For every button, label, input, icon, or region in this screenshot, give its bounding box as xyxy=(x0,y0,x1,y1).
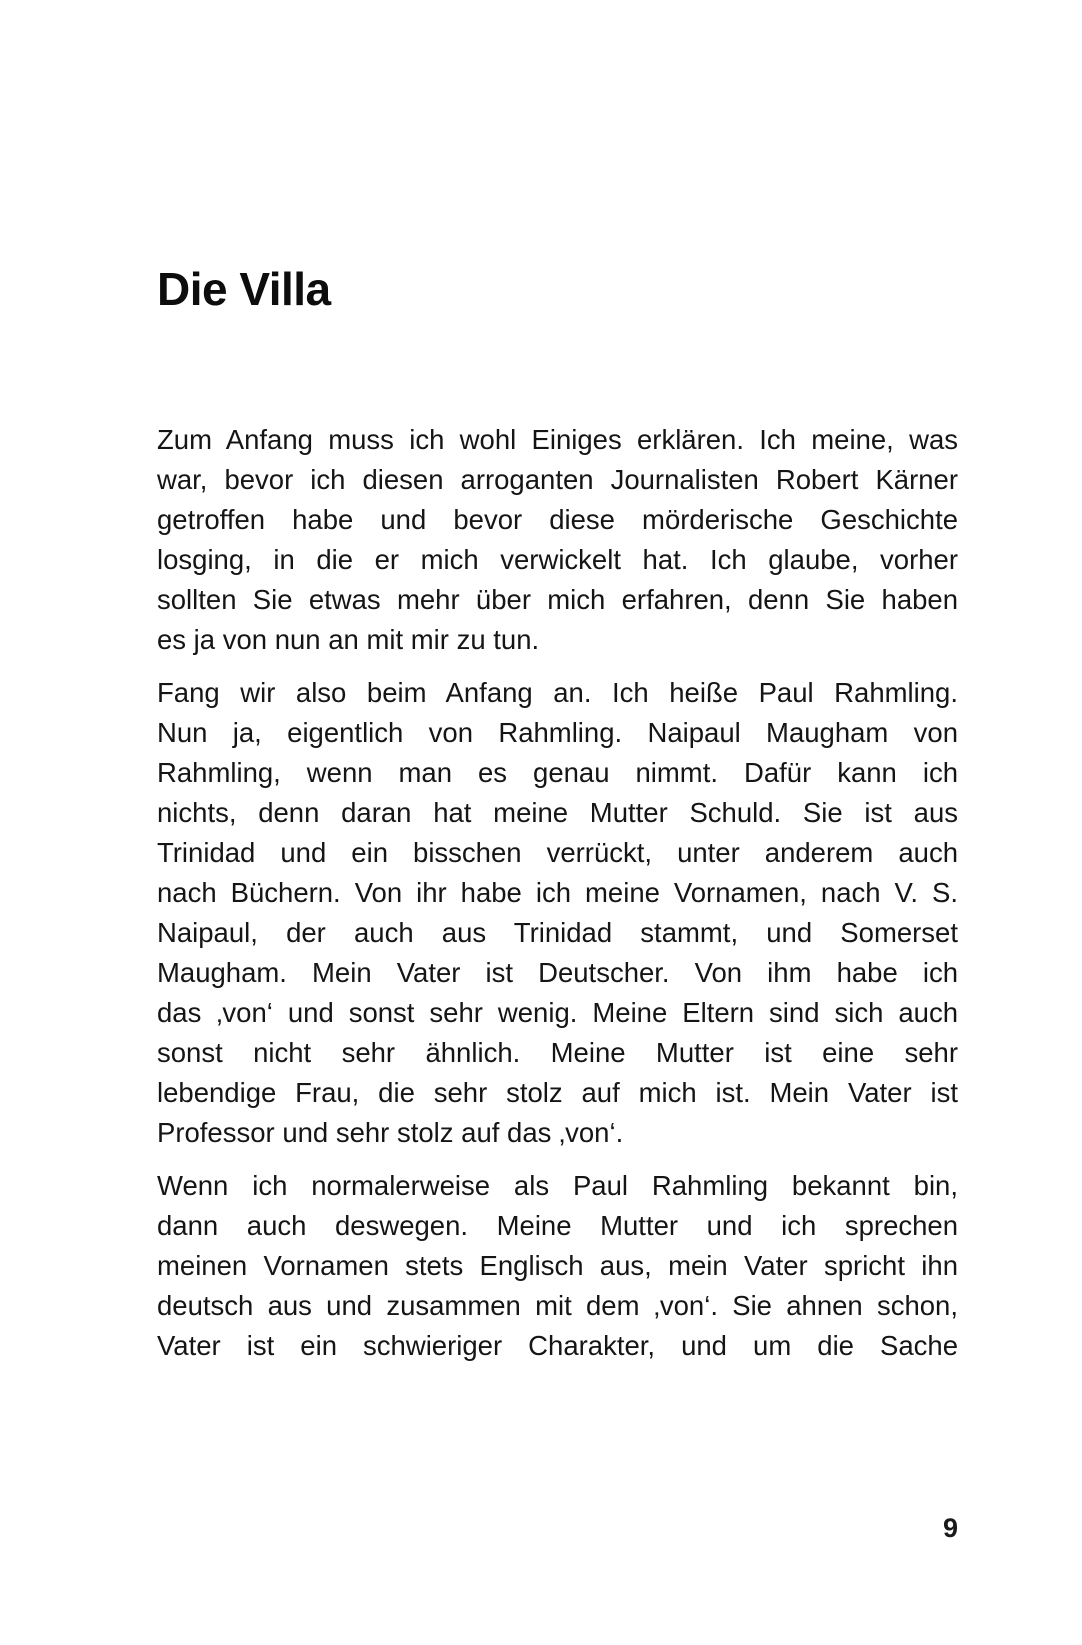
paragraph xyxy=(157,1166,958,1366)
text-line: deutsch aus und zusammen mit dem ‚von‘. Sie ahnen schon, xyxy=(157,1290,958,1321)
paragraph xyxy=(157,420,958,660)
text-line: war, bevor ich diesen arroganten Journalisten Robert Kärner xyxy=(157,464,958,495)
text-line: sonst nicht sehr ähnlich. Meine Mutter ist eine sehr xyxy=(157,1037,958,1068)
text-line: Rahmling, wenn man es genau nimmt. Dafür kann ich xyxy=(157,757,958,788)
text-line: meinen Vornamen stets Englisch aus, mein Vater spricht ihn xyxy=(157,1250,958,1281)
text-line: Fang wir also beim Anfang an. Ich heiße Paul Rahmling. xyxy=(157,677,958,708)
text-line: es ja von nun an mit mir zu tun. xyxy=(157,624,540,655)
text-line: lebendige Frau, die sehr stolz auf mich ist. Mein Vater ist xyxy=(157,1077,958,1108)
page-number: 9 xyxy=(942,1513,958,1543)
text-line: Nun ja, eigentlich von Rahmling. Naipaul Maugham von xyxy=(157,717,958,748)
chapter-title: Die Villa xyxy=(157,263,331,315)
body-text xyxy=(157,420,958,1379)
paragraph xyxy=(157,673,958,1153)
text-line: das ‚von‘ und sonst sehr wenig. Meine Eltern sind sich auch xyxy=(157,997,958,1028)
text-line: Maugham. Mein Vater ist Deutscher. Von ihm habe ich xyxy=(157,957,958,988)
text-line: dann auch deswegen. Meine Mutter und ich sprechen xyxy=(157,1210,958,1241)
text-line: Vater ist ein schwieriger Charakter, und um die Sache xyxy=(157,1330,958,1361)
text-line: Zum Anfang muss ich wohl Einiges erklären. Ich meine, was xyxy=(157,424,958,455)
text-line: losging, in die er mich verwickelt hat. Ich glaube, vorher xyxy=(157,544,958,575)
text-line: Professor und sehr stolz auf das ‚von‘. xyxy=(157,1117,624,1148)
text-line: getroffen habe und bevor diese mörderische Geschichte xyxy=(157,504,958,535)
text-line: nach Büchern. Von ihr habe ich meine Vornamen, nach V. S. xyxy=(157,877,958,908)
text-line: Trinidad und ein bisschen verrückt, unter anderem auch xyxy=(157,837,958,868)
text-line: nichts, denn daran hat meine Mutter Schuld. Sie ist aus xyxy=(157,797,958,828)
text-line: Naipaul, der auch aus Trinidad stammt, und Somerset xyxy=(157,917,958,948)
text-line: Wenn ich normalerweise als Paul Rahmling bekannt bin, xyxy=(157,1170,958,1201)
text-line: sollten Sie etwas mehr über mich erfahren, denn Sie haben xyxy=(157,584,958,615)
